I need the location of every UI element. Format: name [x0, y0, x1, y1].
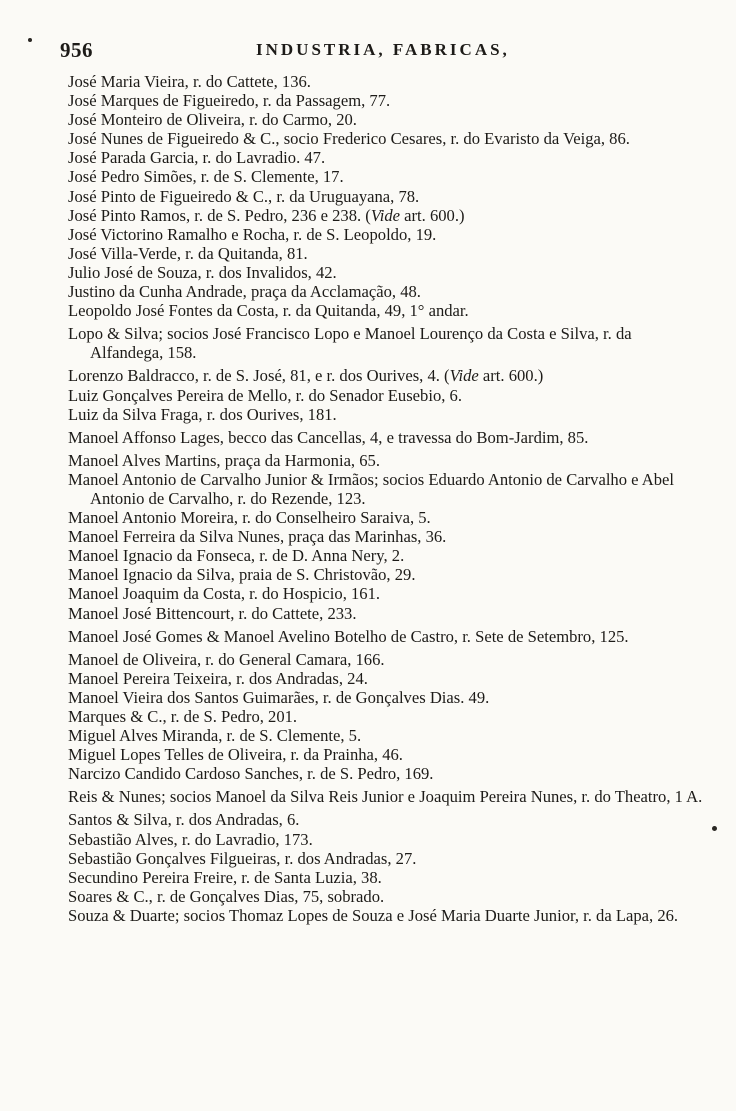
directory-entry — [68, 707, 708, 726]
directory-entry — [68, 627, 708, 646]
entry-text: Soares & C., r. de Gonçalves Dias, 75, sobrado. — [68, 886, 385, 906]
entry-italic-reference: Vide — [370, 205, 401, 225]
directory-entry — [68, 584, 708, 603]
directory-entry — [68, 405, 708, 424]
entry-text: José Pinto de Figueiredo & C., r. da Uruguayana, 78. — [68, 186, 420, 206]
print-speck — [28, 38, 32, 42]
entry-text: José Parada Garcia, r. do Lavradio. 47. — [68, 148, 326, 168]
directory-entry — [68, 787, 708, 806]
directory-entry — [68, 91, 708, 110]
directory-entry — [68, 906, 708, 925]
entry-text: Luiz Gonçalves Pereira de Mello, r. do Senador Eusebio, 6. — [68, 385, 462, 405]
page-header — [60, 38, 700, 68]
directory-entry — [68, 225, 708, 244]
entry-text: Manoel Ignacio da Fonseca, r. de D. Anna Nery, 2. — [68, 546, 405, 566]
directory-entry — [68, 527, 708, 546]
directory-entry — [68, 324, 708, 362]
entry-text: Sebastião Gonçalves Filgueiras, r. dos Andradas, 27. — [68, 848, 417, 868]
directory-entry — [68, 282, 708, 301]
directory-entry — [68, 868, 708, 887]
entry-text: Lopo & Silva; socios José Francisco Lopo e Manoel Lourenço da Costa e Silva, r. da Alfandega, 158. — [68, 324, 632, 363]
entry-text: Manoel Pereira Teixeira, r. dos Andradas, 24. — [68, 668, 368, 688]
directory-entry — [68, 764, 708, 783]
directory-entry — [68, 206, 708, 225]
entry-text-tail: art. 600.) — [400, 205, 465, 225]
entry-text: José Monteiro de Oliveira, r. do Carmo, 20. — [68, 110, 357, 130]
entry-text: Manoel Vieira dos Santos Guimarães, r. de Gonçalves Dias. 49. — [68, 687, 490, 707]
entry-text: Souza & Duarte; socios Thomaz Lopes de Souza e José Maria Duarte Junior, r. da Lapa, 26. — [68, 905, 679, 925]
directory-entry — [68, 745, 708, 764]
directory-entry — [68, 366, 708, 385]
directory-entry — [68, 386, 708, 405]
directory-entry — [68, 604, 708, 623]
directory-entry — [68, 244, 708, 263]
entry-text: Manoel de Oliveira, r. do General Camara, 166. — [68, 649, 385, 669]
directory-entry — [68, 726, 708, 745]
directory-entry — [68, 546, 708, 565]
directory-entry — [68, 187, 708, 206]
entry-text: Narcizo Candido Cardoso Sanches, r. de S. Pedro, 169. — [68, 764, 434, 784]
directory-entry — [68, 148, 708, 167]
entry-text: Manoel Ferreira da Silva Nunes, praça das Marinhas, 36. — [68, 527, 447, 547]
entry-text: Leopoldo José Fontes da Costa, r. da Quitanda, 49, 1° andar. — [68, 301, 469, 321]
directory-entry — [68, 650, 708, 669]
directory-entry — [68, 263, 708, 282]
directory-entry — [68, 669, 708, 688]
directory-entry — [68, 301, 708, 320]
entry-italic-reference: Vide — [449, 366, 479, 386]
entry-text: Manoel Alves Martins, praça da Harmonia, 65. — [68, 450, 380, 470]
directory-entry — [68, 167, 708, 186]
directory-entry — [68, 451, 708, 470]
entry-text: Marques & C., r. de S. Pedro, 201. — [68, 707, 298, 726]
entry-list — [68, 72, 708, 925]
entry-text: Miguel Lopes Telles de Oliveira, r. da Prainha, 46. — [68, 745, 403, 765]
directory-entry — [68, 830, 708, 849]
entry-text-tail: art. 600.) — [478, 366, 544, 386]
entry-text: José Victorino Ramalho e Rocha, r. de S. Leopoldo, 19. — [68, 224, 437, 244]
directory-entry — [68, 887, 708, 906]
entry-text: Manoel Ignacio da Silva, praia de S. Christovão, 29. — [68, 565, 416, 585]
entry-text: Secundino Pereira Freire, r. de Santa Luzia, 38. — [68, 867, 382, 887]
directory-entry — [68, 110, 708, 129]
entry-text: Luiz da Silva Fraga, r. dos Ourives, 181. — [68, 404, 337, 424]
entry-text: Reis & Nunes; socios Manoel da Silva Reis Junior e Joaquim Pereira Nunes, r. do Theatro, 1 A. — [68, 787, 703, 807]
entry-text: Manoel Antonio Moreira, r. do Conselheiro Saraiva, 5. — [68, 508, 431, 528]
entry-text: José Pinto Ramos, r. de S. Pedro, 236 e 238. ( — [68, 205, 371, 225]
directory-entry — [68, 508, 708, 527]
entry-text: Manoel José Bittencourt, r. do Cattete, 233. — [68, 603, 357, 623]
page-number: 956 — [60, 38, 93, 62]
directory-entry — [68, 849, 708, 868]
directory-entry — [68, 129, 708, 148]
entry-text: José Nunes de Figueiredo & C., socio Frederico Cesares, r. do Evaristo da Veiga, 86. — [68, 129, 630, 149]
directory-entry — [68, 688, 708, 707]
entry-text: Manoel Affonso Lages, becco das Cancellas, 4, e travessa do Bom-Jardim, 85. — [68, 427, 589, 447]
entry-text: Lorenzo Baldracco, r. de S. José, 81, e r. dos Ourives, 4. ( — [68, 366, 450, 386]
running-head: INDUSTRIA, FABRICAS, — [256, 40, 510, 59]
entry-text: José Pedro Simões, r. de S. Clemente, 17. — [68, 167, 344, 187]
entry-text: Justino da Cunha Andrade, praça da Acclamação, 48. — [68, 282, 421, 302]
entry-text: Julio José de Souza, r. dos Invalidos, 42. — [68, 262, 337, 282]
directory-entry — [68, 428, 708, 447]
directory-entry — [68, 810, 708, 829]
entry-text: José Marques de Figueiredo, r. da Passagem, 77. — [68, 91, 391, 111]
directory-entry — [68, 72, 708, 91]
entry-text: Manoel José Gomes & Manoel Avelino Botelho de Castro, r. Sete de Setembro, 125. — [68, 626, 629, 646]
entry-text: Miguel Alves Miranda, r. de S. Clemente, 5. — [68, 726, 362, 746]
entry-text: Manoel Antonio de Carvalho Junior & Irmãos; socios Eduardo Antonio de Carvalho e Abel Antonio de Carvalho, r. do Rezende, 123. — [68, 469, 675, 508]
entry-text: José Villa-Verde, r. da Quitanda, 81. — [68, 243, 308, 263]
entry-text: Santos & Silva, r. dos Andradas, 6. — [68, 810, 300, 830]
entry-text: Sebastião Alves, r. do Lavradio, 173. — [68, 829, 313, 849]
directory-entry — [68, 565, 708, 584]
print-speck — [712, 826, 717, 831]
entry-text: Manoel Joaquim da Costa, r. do Hospicio, 161. — [68, 584, 381, 604]
entry-text: José Maria Vieira, r. do Cattete, 136. — [68, 72, 311, 91]
directory-entry — [68, 470, 708, 508]
